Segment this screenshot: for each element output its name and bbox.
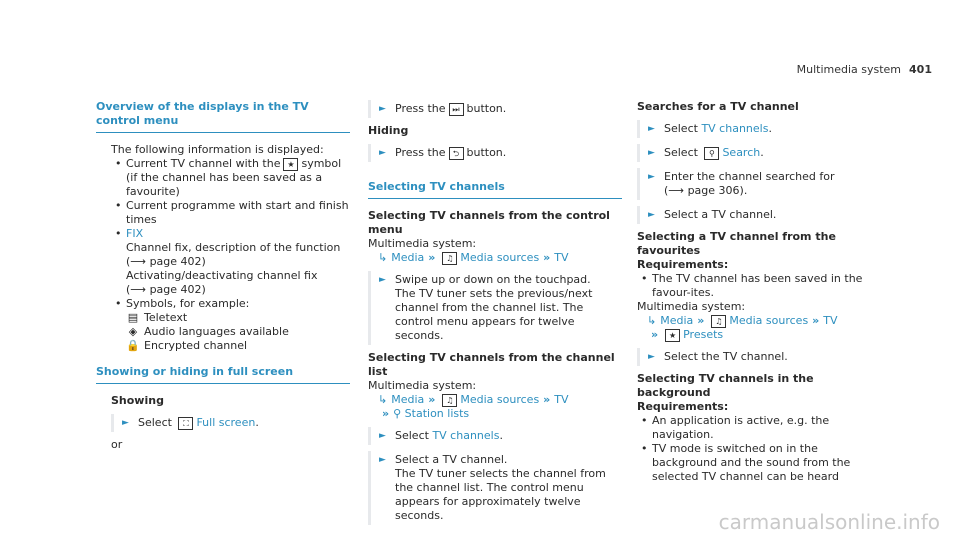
teletext-icon: ▤ [127, 311, 139, 324]
path-hook-icon: ↳ [378, 251, 388, 264]
back-icon: ⮌ [449, 147, 464, 160]
star-icon: ★ [665, 329, 680, 342]
search-link[interactable]: Search [722, 146, 761, 159]
channel-list-subtitle: Selecting TV channels from the channel list [368, 351, 615, 378]
hiding-subtitle: Hiding [368, 124, 409, 137]
search-icon: ⚲ [704, 147, 719, 160]
multimedia-system-label: Multimedia system: [368, 237, 477, 250]
chevron-right-icon: » [812, 314, 820, 327]
overview-section-title: Overview of the displays in the TV control menu [96, 100, 309, 127]
breadcrumb: ↳ Media » ♫ Media sources » TV [378, 251, 569, 264]
list-item [111, 227, 350, 297]
arrow-ref-icon: ⟶ [130, 283, 147, 296]
step-press-back: ► Press the ⮌ button. [368, 144, 622, 162]
lock-icon: 🔒 [126, 339, 140, 352]
showing-subtitle: Showing [111, 394, 164, 407]
step-arrow-icon: ► [379, 431, 386, 441]
multimedia-system-label: Multimedia system: [368, 379, 477, 392]
multimedia-system-label: Multimedia system: [637, 300, 746, 313]
presets-link[interactable]: Presets [683, 328, 724, 341]
tv-channels-link[interactable]: TV channels [432, 429, 500, 442]
chevron-right-icon: » [428, 251, 436, 264]
requirements-label: Requirements: [637, 400, 729, 413]
chevron-right-icon: » [697, 314, 705, 327]
chevron-right-icon: » [651, 328, 659, 341]
step-arrow-icon: ► [648, 124, 655, 134]
fix-link[interactable]: FIX [126, 227, 144, 240]
chevron-right-icon: » [543, 393, 551, 406]
tv-channels-link[interactable]: TV channels [701, 122, 769, 135]
section-divider [96, 132, 350, 133]
breadcrumb: ↳ Media » ♫ Media sources » TV » ★ Presets [647, 314, 838, 341]
page-number: 401 [909, 63, 932, 76]
symbol-audio: ◈ Audio languages available [126, 325, 350, 339]
fix-description: Channel fix, description of the function [126, 241, 341, 254]
list-item: • TV mode is switched on in the background and the sound from the selected TV channel can be heard [637, 442, 877, 484]
page-header [797, 63, 932, 77]
or-text: or [111, 438, 123, 451]
list-item: • Symbols, for example: ▤ Teletext ◈ Audio languages available 🔒 Encrypted channel [111, 297, 350, 353]
breadcrumb: ↳ Media » ♫ Media sources » TV » ⚲ Station lists [378, 393, 569, 420]
chevron-right-icon: » [428, 393, 436, 406]
favourites-subtitle: Selecting a TV channel from the favourites [637, 230, 836, 257]
full-screen-icon: ⛶ [178, 417, 193, 430]
step-arrow-icon: ► [379, 148, 386, 158]
media-sources-icon: ♫ [711, 315, 726, 328]
media-sources-icon: ♫ [442, 252, 457, 265]
arrow-ref-icon: ⟶ [130, 255, 147, 268]
list-item: • Current programme with start and finish times [111, 199, 350, 227]
step-arrow-icon: ► [379, 275, 386, 285]
page-reference: (⟶ page 402) [126, 255, 206, 268]
station-lists-link[interactable]: Station lists [404, 407, 470, 420]
audio-language-icon: ◈ [128, 325, 138, 338]
column-1 [96, 100, 350, 452]
step-enter-channel: ► Enter the channel searched for (⟶ page 306). [637, 168, 877, 200]
step-select-full-screen: ► Select ⛶ Full screen. [111, 414, 350, 432]
step-select-tv-channels: ► Select TV channels. [368, 427, 622, 445]
step-press-skip: ► Press the ⏭ button. [368, 100, 622, 118]
list-item: • The TV channel has been saved in the favour-ites. [637, 272, 877, 300]
step-arrow-icon: ► [379, 104, 386, 114]
arrow-ref-icon: ⟶ [668, 184, 685, 197]
step-arrow-icon: ► [648, 172, 655, 182]
requirements-label: Requirements: [637, 258, 729, 271]
column-2 [368, 100, 622, 531]
step-select-tv-channel: ► Select a TV channel. [637, 206, 877, 224]
step-select-the-channel: ► Select the TV channel. [637, 348, 877, 366]
intro-text: The following information is displayed: [111, 143, 324, 156]
column-3 [637, 100, 877, 484]
section-divider [368, 198, 622, 199]
list-item: • An application is active, e.g. the navigation. [637, 414, 877, 442]
step-select-tv-channels: ► Select TV channels. [637, 120, 877, 138]
watermark: carmanualsonline.info [718, 510, 940, 534]
step-select-search: ► Select ⚲ Search. [637, 144, 877, 162]
media-sources-icon: ♫ [442, 394, 457, 407]
step-arrow-icon: ► [648, 352, 655, 362]
step-arrow-icon: ► [648, 210, 655, 220]
search-subtitle: Searches for a TV channel [637, 100, 799, 113]
page-reference: (⟶ page 402) [126, 283, 206, 296]
step-swipe: ► Swipe up or down on the touchpad. The TV tuner sets the previous/next channel from the channel list. The control menu appears for twelve seconds. [368, 271, 622, 345]
path-hook-icon: ↳ [647, 314, 657, 327]
list-item: • Current TV channel with the ★ symbol (if the channel has been saved as a favourite) [111, 157, 350, 199]
chevron-right-icon: » [543, 251, 551, 264]
chevron-right-icon: » [382, 407, 390, 420]
showing-section-title: Showing or hiding in full screen [96, 365, 294, 378]
step-arrow-icon: ► [122, 418, 129, 428]
symbol-encrypted: 🔒 Encrypted channel [126, 339, 248, 352]
header-title: Multimedia system [796, 63, 902, 76]
skip-forward-icon: ⏭ [449, 103, 464, 116]
star-icon: ★ [283, 158, 298, 171]
symbol-teletext: ▤ Teletext [127, 311, 188, 324]
step-arrow-icon: ► [379, 455, 386, 465]
background-subtitle: Selecting TV channels in the background [637, 372, 814, 399]
search-icon: ⚲ [393, 407, 402, 420]
path-hook-icon: ↳ [378, 393, 388, 406]
step-select-tv-channel: ► Select a TV channel. The TV tuner selects the channel from the channel list. The control menu appears for approximately twelve seconds. [368, 451, 622, 525]
step-arrow-icon: ► [648, 148, 655, 158]
selecting-section-title: Selecting TV channels [368, 180, 505, 193]
fix-activate-text: Activating/deactivating channel fix [126, 269, 318, 282]
control-menu-subtitle: Selecting TV channels from the control menu [368, 209, 610, 236]
full-screen-link[interactable]: Full screen [196, 416, 256, 429]
section-divider [96, 383, 350, 384]
